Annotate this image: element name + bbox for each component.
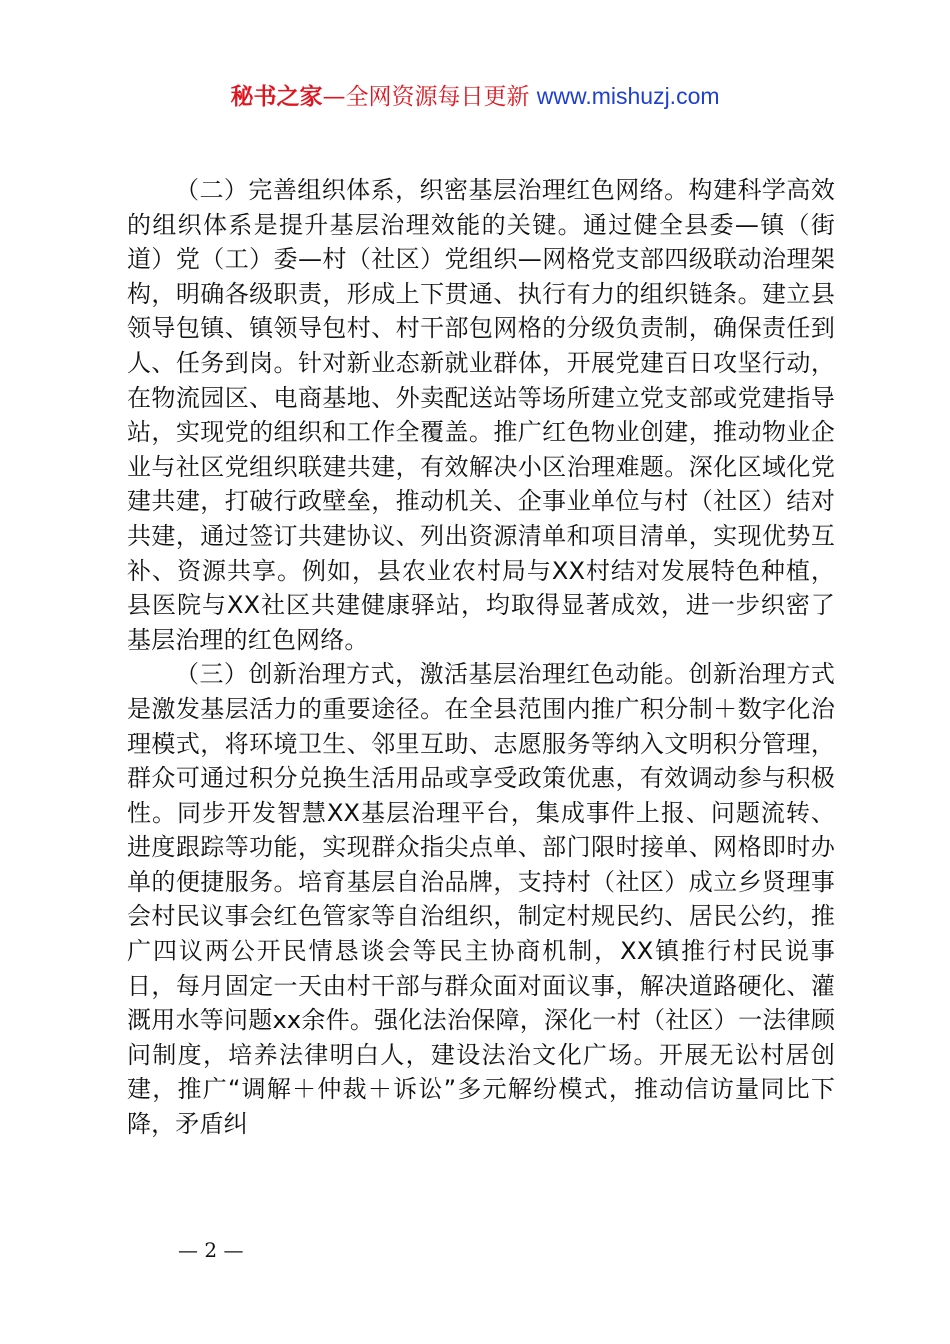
header-brand: 秘书之家 <box>230 84 323 110</box>
header-tagline: —全网资源每日更新 <box>322 84 530 110</box>
paragraph-section-2: （二）完善组织体系，织密基层治理红色网络。构建科学高效的组织体系是提升基层治理效能的关键。通过健全县委—镇（街道）党（工）委—村（社区）党组织—网格党支部四级联动治理架构，明确各级职责，形成上下贯通、执行有力的组织链条。建立县领导包镇、镇领导包村、村干部包网格的分级负责制，确保责任到人、任务到岗。针对新业态新就业群体，开展党建百日攻坚行动，在物流园区、电商基地、外卖配送站等场所建立党支部或党建指导站，实现党的组织和工作全覆盖。推广红色物业创建，推动物业企业与社区党组织联建共建，有效解决小区治理难题。深化区域化党建共建，打破行政壁垒，推动机关、企事业单位与村（社区）结对共建，通过签订共建协议、列出资源清单和项目清单，实现优势互补、资源共享。例如，县农业农村局与XX村结对发展特色种植，县医院与XX社区共建健康驿站，均取得显著成效，进一步织密了基层治理的红色网络。 <box>127 176 835 654</box>
paragraph-section-3: （三）创新治理方式，激活基层治理红色动能。创新治理方式是激发基层活力的重要途径。在全县范围内推广积分制＋数字化治理模式，将环境卫生、邻里互助、志愿服务等纳入文明积分管理，群众可通过积分兑换生活用品或享受政策优惠，有效调动参与积极性。同步开发智慧XX基层治理平台，集成事件上报、问题流转、进度跟踪等功能，实现群众指尖点单、部门限时接单、网格即时办单的便捷服务。培育基层自治品牌，支持村（社区）成立乡贤理事会村民议事会红色管家等自治组织，制定村规民约、居民公约，推广四议两公开民情恳谈会等民主协商机制，XX镇推行村民说事日，每月固定一天由村干部与群众面对面议事，解决道路硬化、灌溉用水等问题xx余件。强化法治保障，深化一村（社区）一法律顾问制度，培养法律明白人，建设法治文化广场。开展无讼村居创建，推广“调解＋仲裁＋诉讼”多元解纷模式，推动信访量同比下降，矛盾纠 <box>127 660 835 1139</box>
document-body <box>127 173 835 1142</box>
site-header <box>0 80 950 113</box>
page-number: — 2 — <box>178 1238 244 1262</box>
header-url-link[interactable]: www.mishuzj.com <box>536 83 720 109</box>
